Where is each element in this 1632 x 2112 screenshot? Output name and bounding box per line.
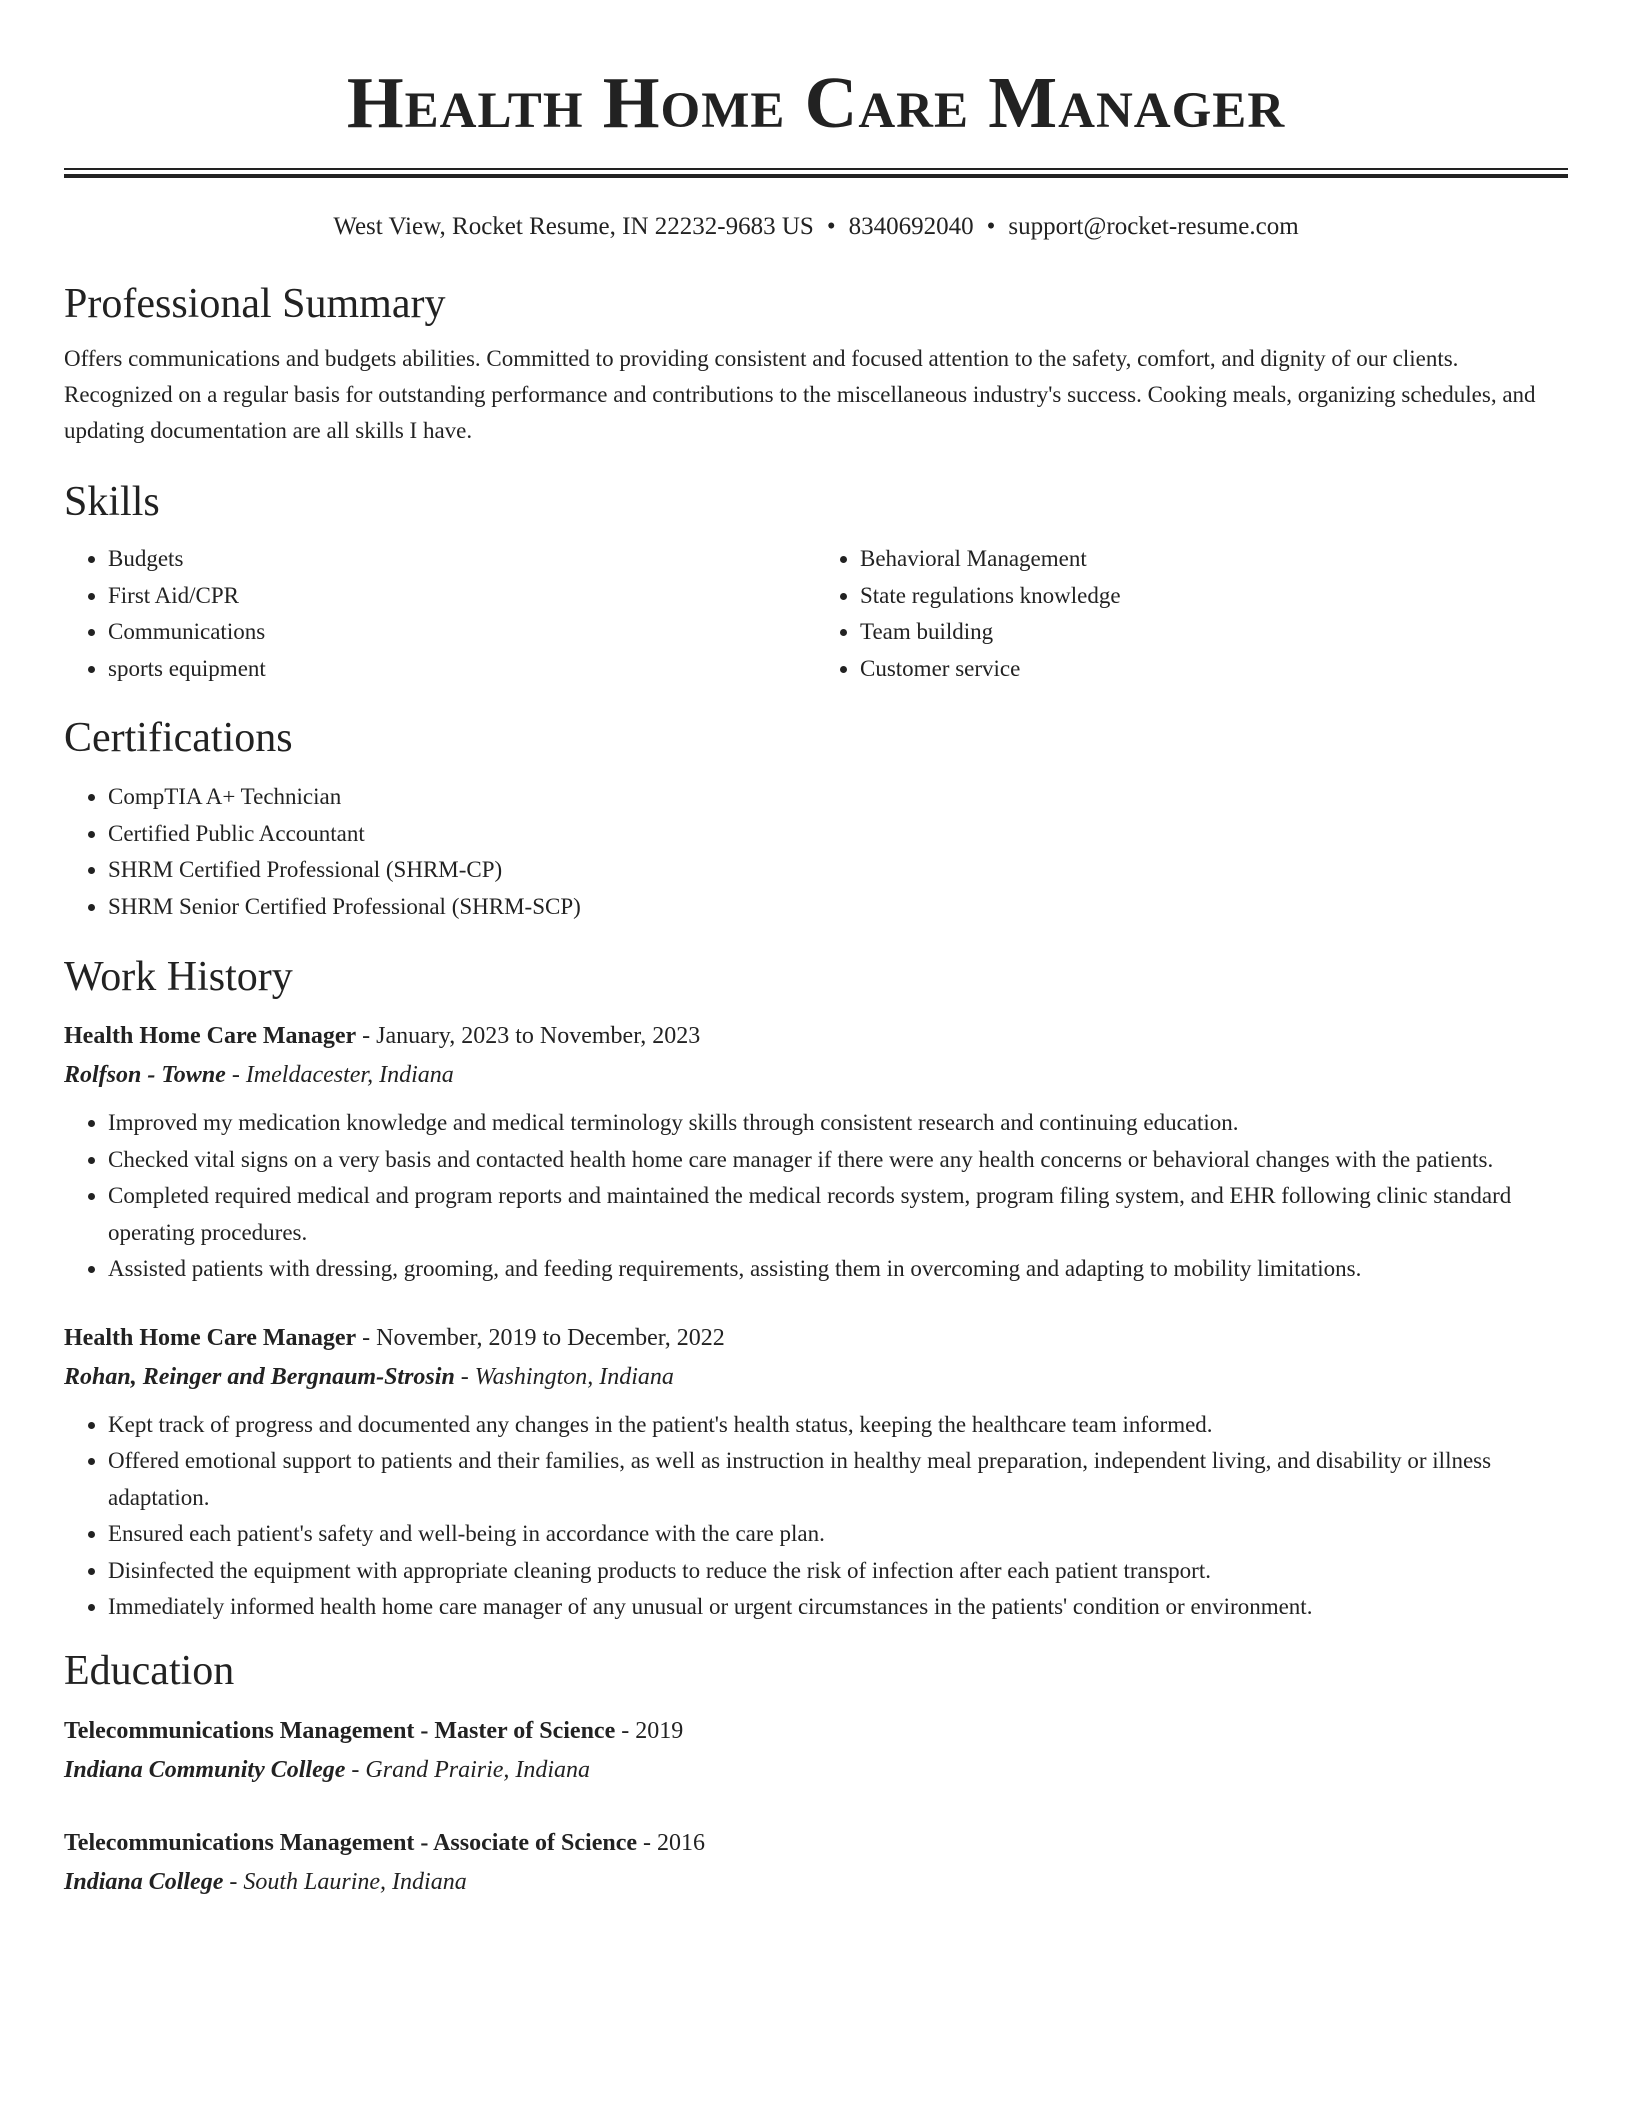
job-duty-item: • Ensured each patient's safety and well-being in accordance with the care plan.	[108, 1516, 1568, 1553]
job-duty-item: • Assisted patients with dressing, grooming, and feeding requirements, assisting them in overcoming and adapting to mobility limitations.	[108, 1251, 1568, 1288]
skills-list-right	[816, 541, 1568, 687]
job-duty-item: • Kept track of progress and documented any changes in the patient's health status, keeping the healthcare team informed.	[108, 1407, 1568, 1444]
skill-item: • First Aid/CPR	[108, 578, 816, 615]
education-year: 2016	[657, 1829, 706, 1856]
job-duty-item: • Completed required medical and program reports and maintained the medical records system, program filing system, and EHR following clinic standard operating procedures.	[108, 1178, 1568, 1251]
header-divider	[64, 168, 1568, 178]
skill-item: • Communications	[108, 614, 816, 651]
job-duty-item: • Offered emotional support to patients and their families, as well as instruction in healthy meal preparation, independent living, and disability or illness adaptation.	[108, 1443, 1568, 1516]
job-duties-list	[64, 1105, 1568, 1288]
education-school	[64, 1750, 1568, 1790]
job-role: Health Home Care Manager	[64, 1324, 357, 1351]
education-heading	[64, 1824, 1568, 1862]
section-title-skills: Skills	[64, 479, 160, 525]
dash-separator: -	[223, 1868, 244, 1895]
contact-separator: •	[986, 213, 996, 240]
dash-separator: -	[454, 1363, 475, 1390]
job-location: Imeldacester, Indiana	[245, 1062, 454, 1088]
dash-separator: -	[356, 1324, 377, 1351]
certification-item: • Certified Public Accountant	[108, 816, 1568, 853]
certification-item: • SHRM Certified Professional (SHRM-CP)	[108, 852, 1568, 889]
contact-separator: •	[826, 213, 836, 240]
dash-separator: -	[356, 1023, 377, 1049]
contact-address: West View, Rocket Resume, IN 22232-9683 US	[333, 213, 814, 240]
job-location: Washington, Indiana	[474, 1363, 674, 1390]
job-dates: November, 2019 to December, 2022	[376, 1324, 725, 1351]
skill-item: • Team building	[860, 614, 1568, 651]
education-degree: Telecommunications Management - Associate of Science	[64, 1829, 638, 1856]
education-location: South Laurine, Indiana	[243, 1868, 467, 1895]
job-duty-item: • Disinfected the equipment with appropriate cleaning products to reduce the risk of infection after each patient transport.	[108, 1553, 1568, 1590]
skill-item: • State regulations knowledge	[860, 578, 1568, 615]
section-title-work-history: Work History	[64, 954, 293, 1000]
skill-item: • Customer service	[860, 651, 1568, 688]
education-location: Grand Prairie, Indiana	[365, 1756, 591, 1783]
contact-email: support@rocket-resume.com	[1008, 213, 1299, 240]
job-duty-item: • Checked vital signs on a very basis and contacted health home care manager if there were any health concerns or behavioral changes with the patients.	[108, 1142, 1568, 1179]
resume-name: Health Home Care Manager	[346, 62, 1286, 143]
education-school-name: Indiana College	[64, 1868, 224, 1895]
skill-item: • Behavioral Management	[860, 541, 1568, 578]
education-school-name: Indiana Community College	[64, 1756, 346, 1783]
contact-phone: 8340692040	[848, 213, 974, 240]
education-degree: Telecommunications Management - Master of Science	[64, 1717, 616, 1744]
job-heading	[64, 1017, 1568, 1055]
dash-separator: -	[225, 1062, 246, 1088]
section-title-certifications: Certifications	[64, 715, 293, 761]
skills-grid	[64, 541, 1568, 687]
skills-list-left	[64, 541, 816, 687]
section-title-education: Education	[64, 1647, 235, 1694]
job-company: Rohan, Reinger and Bergnaum-Strosin	[64, 1363, 455, 1390]
education-school	[64, 1862, 1568, 1902]
job-duty-item: • Immediately informed health home care manager of any unusual or urgent circumstances in the patients' condition or environment.	[108, 1589, 1568, 1626]
job-company: Rolfson - Towne	[64, 1062, 226, 1088]
certification-item: • SHRM Senior Certified Professional (SHRM-SCP)	[108, 889, 1568, 926]
job-duty-item: • Improved my medication knowledge and medical terminology skills through consistent research and continuing education.	[108, 1105, 1568, 1142]
contact-line	[64, 210, 1568, 244]
certifications-list	[64, 779, 1568, 925]
dash-separator: -	[345, 1756, 366, 1783]
job-heading	[64, 1319, 1568, 1357]
job-dates: January, 2023 to November, 2023	[376, 1023, 701, 1049]
dash-separator: -	[615, 1717, 636, 1744]
skill-item: • Budgets	[108, 541, 816, 578]
section-title-summary: Professional Summary	[64, 281, 446, 327]
job-role: Health Home Care Manager	[64, 1023, 357, 1049]
job-employer	[64, 1357, 1568, 1397]
certification-item: • CompTIA A+ Technician	[108, 779, 1568, 816]
dash-separator: -	[637, 1829, 658, 1856]
job-employer	[64, 1055, 1568, 1095]
education-heading	[64, 1712, 1568, 1750]
summary-text: Offers communications and budgets abilities. Committed to providing consistent and focused attention to the safety, comfort, and dignity of our clients. Recognized on a regular basis for outstanding performance and contributions to the miscellaneous industry's success. Cooking meals, organizing schedules, and updating documentation are all skills I have.	[64, 346, 1536, 443]
job-duties-list	[64, 1407, 1568, 1626]
skill-item: • sports equipment	[108, 651, 816, 688]
education-year: 2019	[635, 1717, 684, 1744]
